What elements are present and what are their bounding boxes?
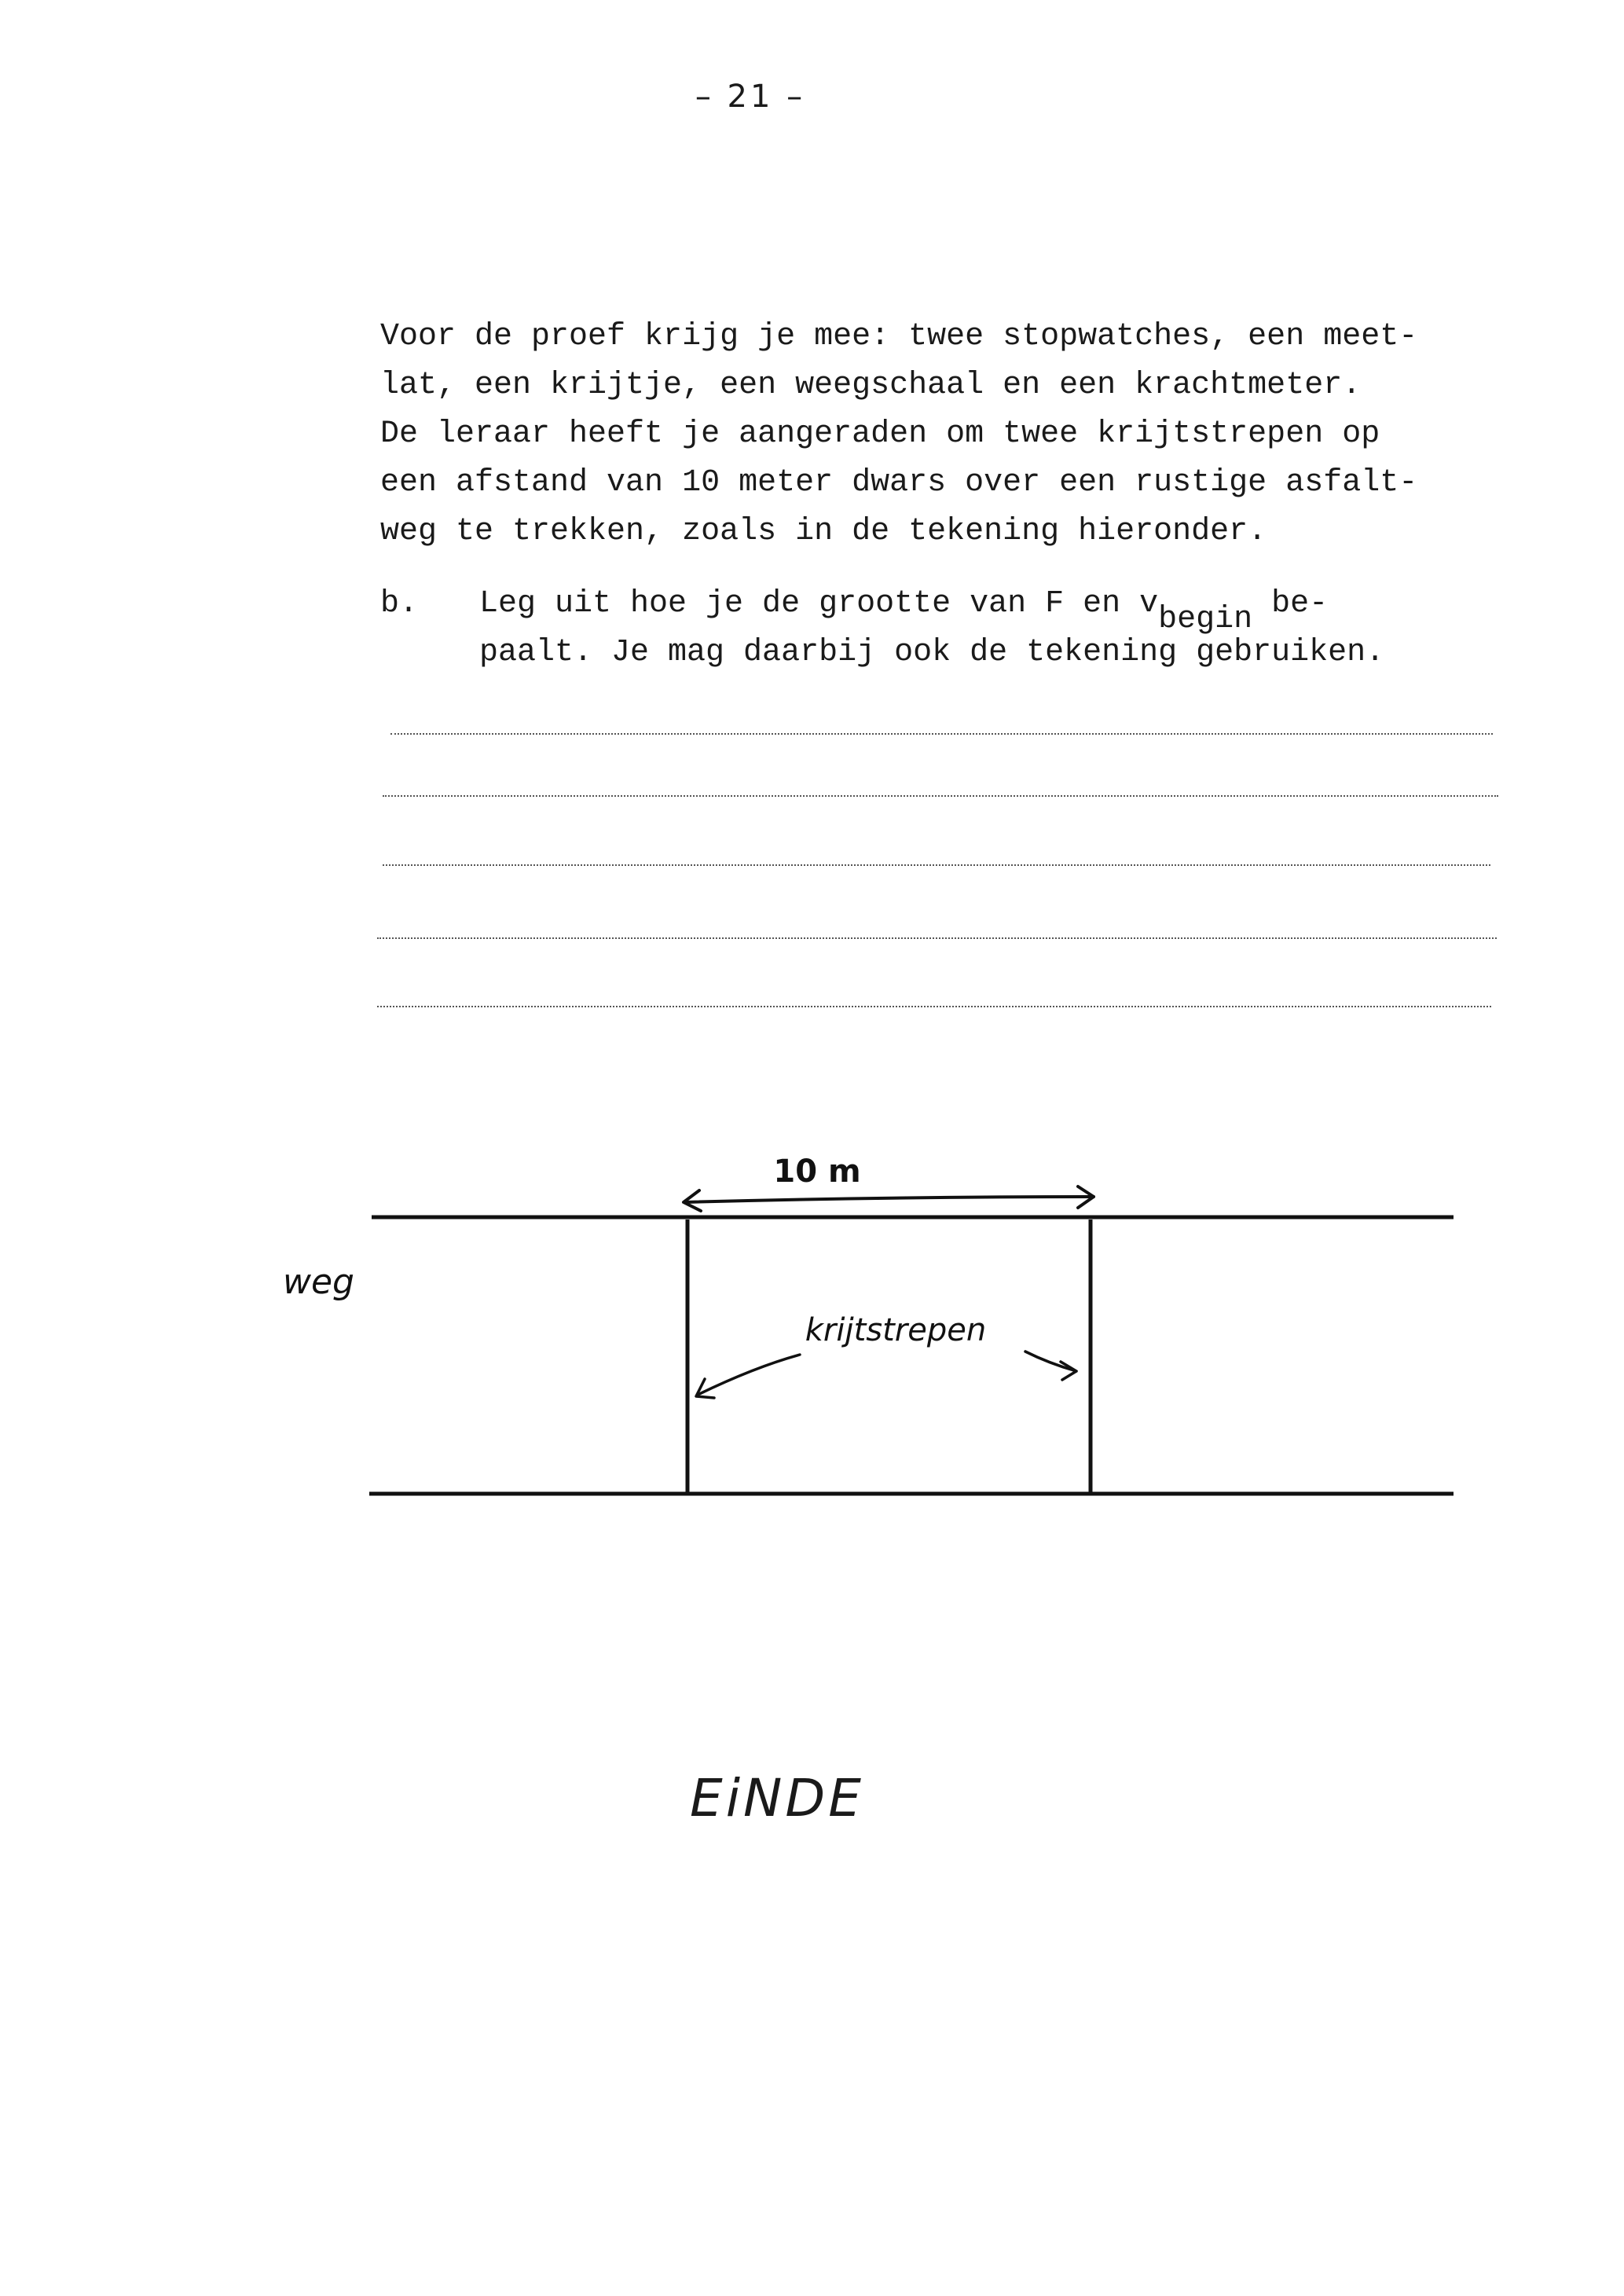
question-text-line: paalt. Je mag daarbij ook de tekening gebruiken. xyxy=(479,635,1385,670)
distance-label: 10 m xyxy=(773,1154,861,1190)
intro-line: lat, een krijtje, een weegschaal en een krachtmeter. xyxy=(380,368,1362,403)
page-number: – 21 – xyxy=(695,79,806,115)
distance-arrow xyxy=(684,1187,1094,1211)
intro-line: Voor de proef krijg je mee: twee stopwatches, een meet- xyxy=(380,319,1418,354)
stripes-arrow-right xyxy=(1025,1352,1076,1380)
end-text: EiNDE xyxy=(690,1768,864,1828)
subscript-begin: begin xyxy=(1158,602,1253,637)
question-text-part: Leg uit hoe je de grootte van F en v xyxy=(479,586,1159,622)
intro-line: weg te trekken, zoals in de tekening hieronder. xyxy=(380,514,1267,549)
intro-line: De leraar heeft je aangeraden om twee krijtstrepen op xyxy=(380,416,1380,452)
intro-line: een afstand van 10 meter dwars over een rustige asfalt- xyxy=(380,465,1418,501)
question-text-part: be- xyxy=(1252,586,1329,622)
stripes-label: krijtstrepen xyxy=(805,1312,987,1348)
question-label: b. xyxy=(380,586,419,622)
stripes-arrow-left xyxy=(696,1355,800,1398)
road-label: weg xyxy=(283,1262,354,1302)
